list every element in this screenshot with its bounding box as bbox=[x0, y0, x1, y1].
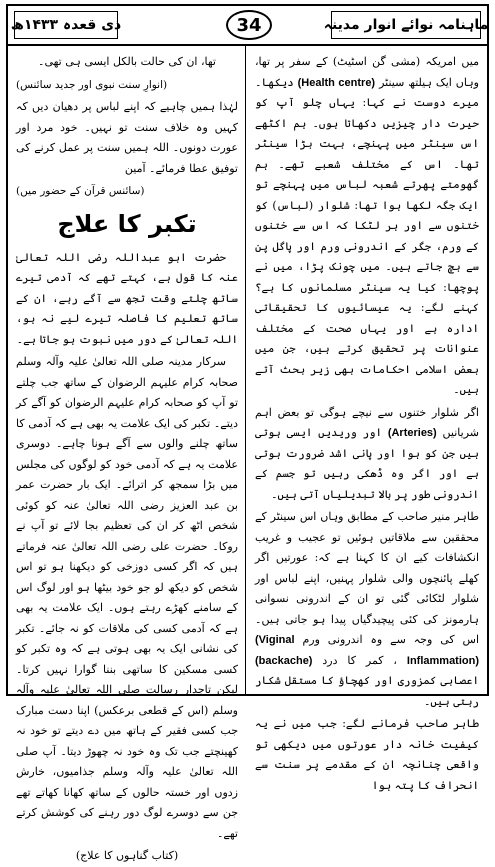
paragraph-conclusion: طاہر صاحب فرمانے لگے: جب میں نے یہ کیفیت خانہ دار عورتوں میں دیکھی تو واقعی چنانچہ ان کے مقدمے پر سنت سے انحراف کا پتہ ہوا bbox=[255, 717, 479, 792]
source-citation: (سائنس قرآن کے حضور میں) bbox=[16, 185, 145, 197]
lead-line: تھا، ان کی حالت بالکل ایسی ہی تھی۔ bbox=[38, 55, 216, 68]
page-number: 34 bbox=[226, 10, 272, 40]
paragraph-arteries: اگر شلوار ختنوں سے نیچے ہوگی تو بعض اہم شریانیں (Arteries) اور وریدیں ایسی ہوتی ہیں جن کو ہوا اور پانی اشد ضرورت ہوتی ہے اور اگر وہ ڈھکی رہیں تو جسم کے اندرونی طور پر بالا تبدیلیاں آتی ہیں۔ bbox=[255, 405, 479, 501]
source-citation: (کتاب گناہوں کا علاج) bbox=[75, 849, 179, 862]
magazine-page bbox=[6, 4, 489, 862]
source-citation: (انوارِ سنت نبوی اور جدید سائنس) bbox=[16, 78, 168, 91]
paragraph-signs-of-arrogance: سرکار مدینہ صلی اللہ تعالیٰ علیہ وآلہ وسلم صحابہ کرام علیہم الرضوان کے ساتھ جب چلتے تو آپ کو صحابہ کرام علیہم الرضوان کو آگے کر دیتے۔ تکبر کی ایک علامت یہ بھی ہے کہ آدمی کا ساتھ چلنے والوں سے آگے ہونا چاہے۔ دوسری علامت یہ ہے کہ آدمی خود کو لوگوں کی مجلس میں بڑا سمجھ کر اترائے۔ ایک بار حضرت عمر بن عبد العزیز رضی اللہ تعالیٰ عنہ کو کوئی شخص اٹھ کر ان کی تعظیم بجا لائے تو آپ نے روکا۔ حضرت علی رضی اللہ تعالیٰ عنہ فرماتے ہیں کہ اگر کسی دوزخی کو دیکھنا ہو تو اس شخص کو دیکھ لو جو خود بیٹھا ہو اور لوگ اس کے سامنے کھڑے رہتے ہوں۔ ایک علامت یہ بھی ہے کہ آدمی کسی کی ملاقات کو نہ جائے۔ تکبر کی نشانی ایک یہ بھی ہوتی ہے کہ وہ تکبر کو کسی مسکین کا ساتھی بننا گوارا نہیں کرتا۔ لیکن تاجدار رسالت صلی اللہ تعالیٰ علیہ وآلہ وسلم (اس کے قطعی برعکس) اپنا دست مبارک جب کسی فقیر کے ہاتھ میں دے دیتے تو خود نہ کھینچتے جب تک وہ خود نہ چھوڑ دیتا۔ آپ صلی اللہ تعالیٰ علیہ وآلہ وسلم جذامیوں، خارش زدوں اور خستہ حالوں کے ساتھ کھانا کھاتے تھے جن سے دوسرے لوگ دور رہنے کی کوشش کرتے تھے۔ bbox=[16, 355, 238, 840]
column-divider bbox=[245, 46, 246, 694]
article-headline: تکبر کا علاج bbox=[57, 209, 197, 238]
paragraph-health-centre: میں امریکہ (مشی گن اسٹیٹ) کے سفر پر تھا، وہاں ایک ہیلتھ سینٹر (Health centre) دیکھا۔ میرے دوست نے کہا: یہاں چلو آپ کو حیرت دار چیزیں دکھاتا ہوں۔ ہم اکٹھے اس سینٹر میں پہنچے، بہت بڑا سینٹر تھا۔ اس کے مختلف شعبے تھے۔ ہم گھومتے پھرتے شعبہ لباس میں پہنچے تو ایک جگہ لکھا ہوا تھا: شلوار (لباس) کو ختنوں سے اور ہر لٹکا کہ اس سے ختنوں کے ورم، جگر کے اندرونی ورم اور پاگل پن سے بچ جاتے ہیں۔ میں چونک پڑا، میں نے پوچھا: کیا یہ سینٹر مسلمانوں کا ہے؟ کہنے لگے: یہ عیسائیوں کا تحقیقاتی ادارہ ہے اور یہاں صحت کے مختلف عنوانات پر تحقیق کرتے ہیں، جن میں بعض اسلامی احکامات بھی زیر بحث آتے ہیں۔ bbox=[255, 55, 479, 396]
magazine-title: ماہنامہ نوائے انوار مدینہ bbox=[331, 11, 481, 39]
issue-date-label: ذی قعدہ ۱۴۳۳ھ bbox=[14, 11, 118, 39]
left-column bbox=[16, 52, 238, 862]
paragraph-researchers: طاہر منیر صاحب کے مطابق وہاں اس سینٹر کے محققین سے ملاقاتیں ہوئیں تو عجیب و غریب انکشافات کیے ان کا کہنا ہے کہ: عورتیں اگر کھلے پائنچوں والی شلوار پہنیں، اپنے لباس اور شلوار لٹکائی گئی تو ان کے اندرونی نسوانی ہارمونز کی کئی پیچیدگیاں پیدا ہو جاتی ہیں۔ اس کی وجہ سے وہ اندرونی ورم (Viginal Inflammation) ، کمر کا درد (backache) اعصابی کمزوری اور کھچاؤ کا مستقل شکار رہتی ہیں۔ bbox=[255, 510, 480, 708]
right-column bbox=[255, 52, 480, 792]
paragraph-sunnah-dress: لہٰذا ہمیں چاہیے کہ اپنے لباس پر دھیان دیں کہ کہیں وہ خلاف سنت تو نہیں۔ خود مرد اور عورت دونوں۔ اللہ ہمیں سنت پر عمل کرنے کی توفیق عطا فرمائے۔ آمین bbox=[16, 100, 238, 175]
paragraph-saying: حضرت ابو عبداللہ رضی اللہ تعالیٰ عنہ کا قول ہے، کہتے تھے کہ آدمی تیرے ساتھ چلتے وقت تجھ سے آگے رہے، ان کے ساتھ تعلیم کا فاصلہ تیرے لیے نہ ہو، اللہ تعالیٰ کے دور میں نبوت ہو جاتا ہے۔ bbox=[16, 250, 238, 346]
page-header bbox=[8, 6, 487, 46]
